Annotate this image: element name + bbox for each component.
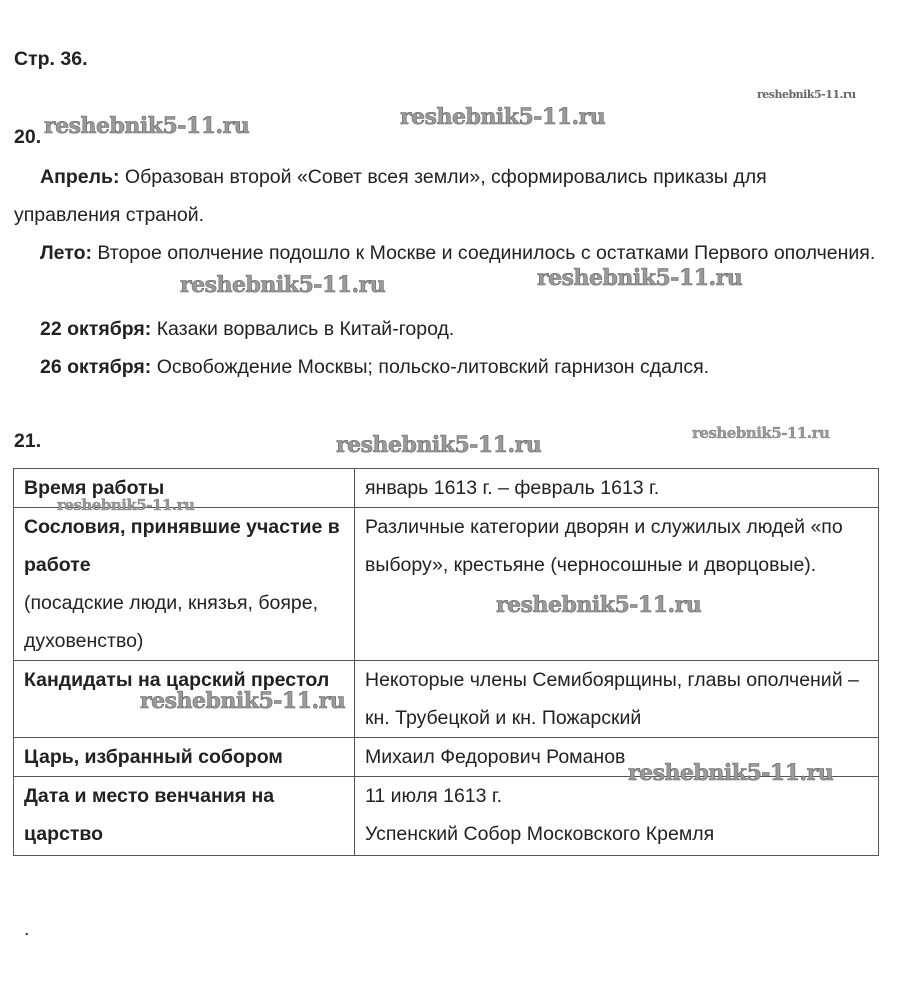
footer-mark: . <box>24 918 30 940</box>
task-21-number: 21. <box>14 430 42 452</box>
item-text: Второе ополчение подошло к Москве и соединилось с остатками Первого ополчения. <box>91 242 876 264</box>
task-20-item <box>14 158 878 234</box>
task-20-number: 20. <box>14 126 42 148</box>
task-20-item <box>14 310 878 348</box>
row-label: Кандидаты на царский престол <box>24 669 330 691</box>
watermark: reshebnik5-11.ru <box>692 424 830 442</box>
watermark: reshebnik5-11.ru <box>44 113 250 139</box>
row-note: (посадские люди, князья, бояре, духовенство) <box>24 592 319 652</box>
task-20-item <box>14 348 878 386</box>
page-header: Стр. 36. <box>14 48 88 70</box>
item-text: Образован второй «Совет всея земли», сформировались приказы для управления страной. <box>14 166 767 226</box>
council-table <box>13 468 879 856</box>
item-label: 26 октября: <box>40 356 152 378</box>
watermark: reshebnik5-11.ru <box>496 592 702 618</box>
task-20-item <box>14 234 878 272</box>
watermark: reshebnik5-11.ru <box>628 760 834 786</box>
row-label: Сословия, принявшие участие в работе <box>24 516 340 576</box>
watermark: reshebnik5-11.ru <box>757 88 856 101</box>
watermark: reshebnik5-11.ru <box>400 104 606 130</box>
table-row <box>14 508 879 661</box>
table-row <box>14 777 879 856</box>
item-label: Апрель: <box>40 166 120 188</box>
row-label: Царь, избранный собором <box>24 746 283 768</box>
row-value: 11 июля 1613 г. <box>365 785 503 807</box>
watermark: reshebnik5-11.ru <box>537 265 743 291</box>
row-value: Успенский Собор Московского Кремля <box>365 823 715 845</box>
item-text: Казаки ворвались в Китай-город. <box>151 318 455 340</box>
row-label: Время работы <box>24 477 165 499</box>
item-label: Лето: <box>40 242 92 264</box>
item-label: 22 октября: <box>40 318 152 340</box>
item-text: Освобождение Москвы; польско-литовский гарнизон сдался. <box>151 356 710 378</box>
row-label: Дата и место венчания на царство <box>24 785 275 845</box>
row-value: Некоторые члены Семибоярщины, главы ополчений – кн. Трубецкой и кн. Пожарский <box>365 669 859 729</box>
row-value: январь 1613 г. – февраль 1613 г. <box>365 477 660 499</box>
row-value: Различные категории дворян и служилых людей «по выбору», крестьяне (черносошные и дворцовые). <box>365 516 843 576</box>
watermark: reshebnik5-11.ru <box>336 432 542 458</box>
watermark: reshebnik5-11.ru <box>140 688 346 714</box>
watermark: reshebnik5-11.ru <box>57 496 195 514</box>
row-value: Михаил Федорович Романов <box>365 746 626 768</box>
watermark: reshebnik5-11.ru <box>180 272 386 298</box>
